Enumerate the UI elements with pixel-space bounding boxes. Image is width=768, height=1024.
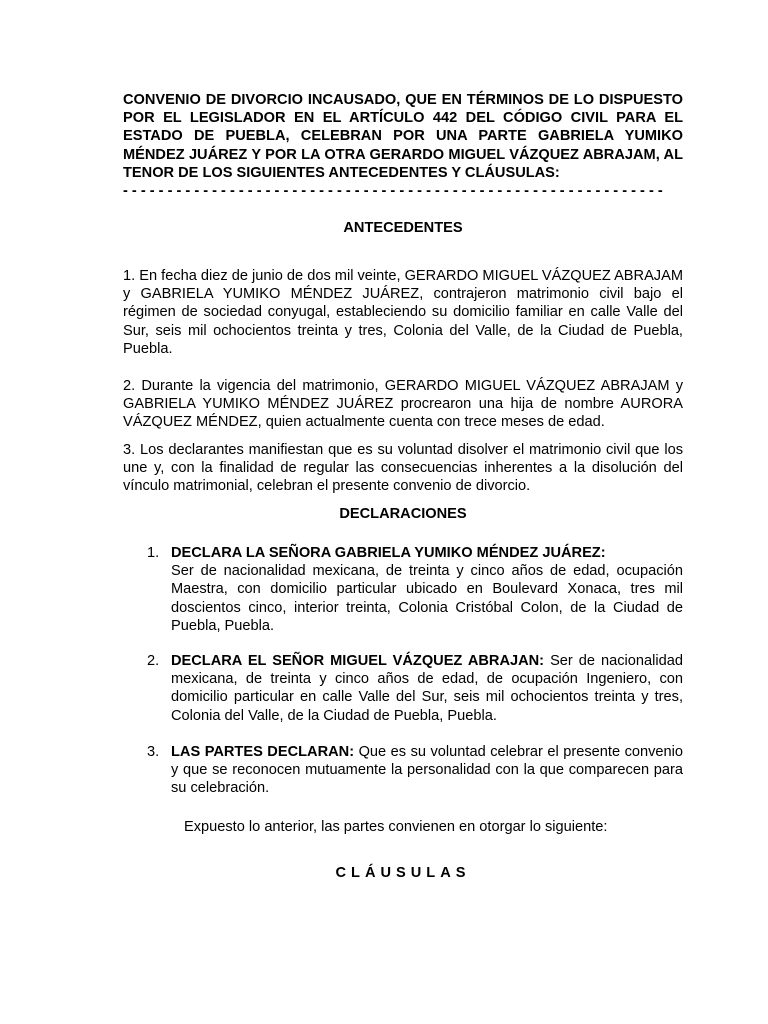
- declaracion-number: 2.: [147, 653, 160, 669]
- declaracion-text: Ser de nacionalidad mexicana, de treinta y cinco años de edad, ocupación Maestra, con domicilio particular ubicado en Boulevard Xonaca, tres mil doscientos cinco, interior treinta, Colonia Cristóbal Colon, de la Ciudad de Puebla, Puebla.: [171, 563, 683, 634]
- title-dashes: - - - - - - - - - - - - - - - - - - - - - - - - - - - - - - - - - - - - - - - - - - - - - - - - - - - - - - - - - - - - -: [123, 183, 663, 200]
- antecedente-2: 2. Durante la vigencia del matrimonio, GERARDO MIGUEL VÁZQUEZ ABRAJAM y GABRIELA YUMIKO MÉNDEZ JUÁREZ procrearon una hija de nombre AURORA VÁZQUEZ MÉNDEZ, quien actualmente cuenta con trece meses de edad.: [123, 378, 683, 431]
- declaraciones-heading: DECLARACIONES: [339, 506, 467, 522]
- declaracion-lead: DECLARA LA SEÑORA GABRIELA YUMIKO MÉNDEZ JUÁREZ:: [171, 545, 606, 561]
- declaracion-2: [147, 652, 683, 725]
- expuesto-text: Expuesto lo anterior, las partes convienen en otorgar lo siguiente:: [184, 819, 608, 835]
- declaracion-text: Ser de nacionalidad mexicana, de treinta y cinco años de edad, de ocupación Ingeniero, con domicilio particular en calle Valle del Sur, seis mil ochocientos treinta y tres, Colonia del Valle, de la Ciudad de Puebla, Puebla.: [171, 653, 683, 724]
- antecedente-3: 3. Los declarantes manifiestan que es su voluntad disolver el matrimonio civil que los une y, con la finalidad de regular las consecuencias inherentes a la disolución del vínculo matrimonial, celebran el presente convenio de divorcio.: [123, 442, 683, 495]
- declaracion-number: 3.: [147, 744, 160, 760]
- declaracion-lead: DECLARA EL SEÑOR MIGUEL VÁZQUEZ ABRAJAN:: [171, 653, 545, 669]
- antecedente-1: 1. En fecha diez de junio de dos mil veinte, GERARDO MIGUEL VÁZQUEZ ABRAJAM y GABRIELA YUMIKO MÉNDEZ JUÁREZ, contrajeron matrimonio civil bajo el régimen de sociedad conyugal, estableciendo su domicilio familiar en calle Valle del Sur, seis mil ochocientos treinta y tres, Colonia del Valle, de la Ciudad de Puebla, Puebla.: [123, 268, 683, 357]
- declaracion-3: [147, 743, 683, 798]
- clausulas-heading: CLÁUSULAS: [335, 865, 471, 881]
- declaracion-lead: LAS PARTES DECLARAN:: [171, 744, 355, 760]
- declaracion-number: 1.: [147, 545, 160, 561]
- antecedentes-heading: ANTECEDENTES: [343, 220, 463, 236]
- declaracion-1: [147, 544, 683, 635]
- declaracion-text: Que es su voluntad celebrar el presente convenio y que se reconocen mutuamente la personalidad con la que comparecen para su celebración.: [171, 744, 684, 797]
- document-title: CONVENIO DE DIVORCIO INCAUSADO, QUE EN TÉRMINOS DE LO DISPUESTO POR EL LEGISLADOR EN EL ARTÍCULO 442 DEL CÓDIGO CIVIL PARA EL ESTADO DE PUEBLA, CELEBRAN POR UNA PARTE GABRIELA YUMIKO MÉNDEZ JUÁREZ Y POR LA OTRA GERARDO MIGUEL VÁZQUEZ ABRAJAM, AL TENOR DE LOS SIGUIENTES ANTECEDENTES Y CLÁUSULAS: - - - - - - - - - - - - - - - - - - - - - - - - - - - - - - - - - - - - - - - - - - - - - - - - - - - - - - - - - - - - -: [123, 92, 683, 200]
